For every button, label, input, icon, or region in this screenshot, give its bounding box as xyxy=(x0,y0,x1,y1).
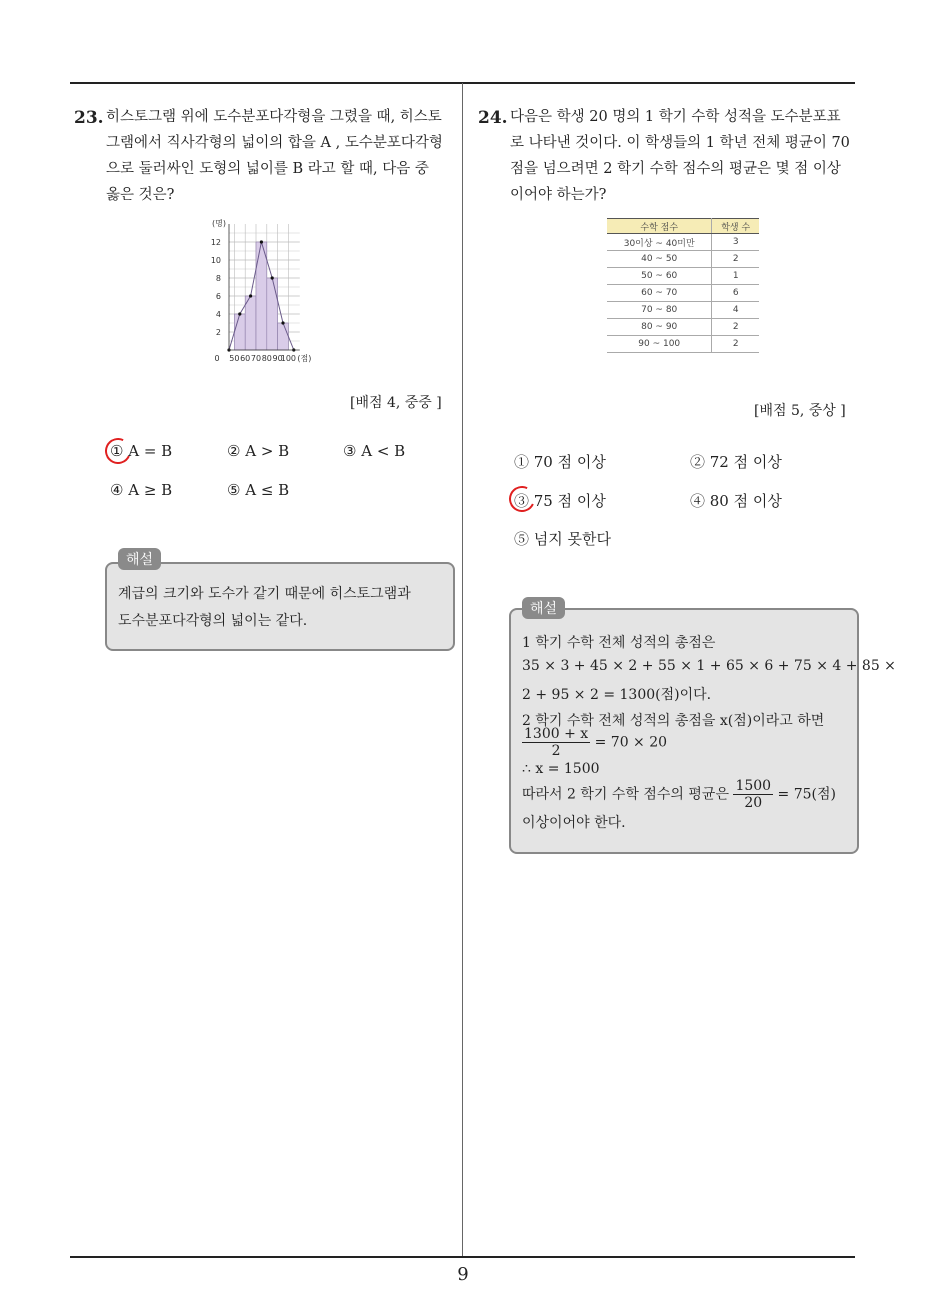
x-axis-unit: (점) xyxy=(297,354,312,363)
table-row xyxy=(607,319,759,336)
q23-choice-1[interactable]: ① A = B xyxy=(110,442,173,460)
q24-explanation-line: 35 × 3 + 45 × 2 + 55 × 1 + 65 × 6 + 75 × 4 + 85 × xyxy=(522,658,896,674)
table-cell: 40 ~ 50 xyxy=(607,251,712,268)
histogram-bar xyxy=(267,278,278,350)
q23-choice-2[interactable]: ② A > B xyxy=(227,442,290,460)
q24-explanation-line: 1 학기 수학 전체 성적의 총점은 xyxy=(522,635,716,651)
q23-line: 옳은 것은? xyxy=(106,187,175,203)
equation-rhs: = 70 × 20 xyxy=(594,734,668,751)
q24-question-text xyxy=(510,104,860,208)
equation-prefix: 따라서 2 학기 수학 점수의 평균은 xyxy=(522,786,729,803)
q24-explanation-tag: 해설 xyxy=(522,597,565,619)
histogram-bar xyxy=(245,296,256,350)
q24-line: 다음은 학생 20 명의 1 학기 수학 성적을 도수분포표 xyxy=(510,109,841,125)
q23-choice-3[interactable]: ③ A < B xyxy=(343,442,406,460)
q24-number: 24. xyxy=(478,108,508,128)
q24-equation-2 xyxy=(522,778,836,811)
page-number: 9 xyxy=(457,1264,469,1285)
table-cell: 90 ~ 100 xyxy=(607,336,712,353)
y-tick-label: 12 xyxy=(210,238,221,247)
table-cell: 70 ~ 80 xyxy=(607,302,712,319)
x-tick-label: 60 xyxy=(240,354,251,363)
table-row xyxy=(607,336,759,353)
table-cell: 2 xyxy=(712,336,759,353)
x-tick-label: 70 xyxy=(250,354,262,363)
table-cell: 1 xyxy=(712,268,759,285)
table-cell: 80 ~ 90 xyxy=(607,319,712,336)
fraction xyxy=(733,778,773,811)
polygon-point xyxy=(260,240,263,243)
q24-choice-3[interactable]: ③ 75 점 이상 xyxy=(514,492,606,510)
polygon-point xyxy=(271,276,274,279)
polygon-point xyxy=(281,321,284,324)
y-tick-label: 6 xyxy=(215,292,221,301)
table-row xyxy=(607,285,759,302)
q23-histogram xyxy=(196,216,376,366)
table-cell: 30이상 ~ 40미만 xyxy=(607,234,712,251)
table-header: 수학 점수 xyxy=(607,219,712,234)
q23-explanation-box xyxy=(105,562,455,651)
y-tick-label: 8 xyxy=(215,274,221,283)
q24-choice-4[interactable]: ④ 80 점 이상 xyxy=(690,492,782,510)
q24-explanation-line: 2 + 95 × 2 = 1300(점)이다. xyxy=(522,687,712,703)
histogram-bar xyxy=(278,323,289,350)
table-cell: 3 xyxy=(712,234,759,251)
x-tick-label: 90 xyxy=(272,354,283,363)
q24-explanation-line: 이상이어야 한다. xyxy=(522,815,626,831)
q23-score: [배점 4, 중중 ] xyxy=(350,395,442,411)
polygon-point xyxy=(238,312,241,315)
q24-score: [배점 5, 중상 ] xyxy=(754,403,846,419)
table-cell: 6 xyxy=(712,285,759,302)
fraction xyxy=(522,726,590,759)
q23-explanation-line: 계급의 크기와 도수가 같기 때문에 히스토그램과 xyxy=(118,586,411,602)
q24-line: 로 나타낸 것이다. 이 학생들의 1 학년 전체 평균이 70 xyxy=(510,135,850,151)
q24-frequency-table xyxy=(607,218,759,353)
table-row xyxy=(607,234,759,251)
q24-line: 점을 넘으려면 2 학기 수학 점수의 평균은 몇 점 이상 xyxy=(510,161,841,177)
x-tick-label: 80 xyxy=(261,354,272,363)
q24-choice-1[interactable]: ① 70 점 이상 xyxy=(514,453,606,471)
fraction-denominator: 2 xyxy=(551,743,561,759)
equation-rhs: = 75(점) xyxy=(777,786,836,803)
bottom-rule xyxy=(70,1256,855,1258)
y-tick-label: 4 xyxy=(215,310,221,319)
column-divider xyxy=(462,83,463,1257)
q23-choice-4[interactable]: ④ A ≥ B xyxy=(110,481,173,499)
table-row xyxy=(607,268,759,285)
table-cell: 2 xyxy=(712,319,759,336)
y-axis-unit: (명) xyxy=(212,219,226,228)
table-cell: 2 xyxy=(712,251,759,268)
q23-line: 으로 둘러싸인 도형의 넓이를 B 라고 할 때, 다음 중 xyxy=(106,161,429,177)
table-row xyxy=(607,302,759,319)
table-cell: 4 xyxy=(712,302,759,319)
q24-choice-2[interactable]: ② 72 점 이상 xyxy=(690,453,782,471)
fraction-numerator: 1500 xyxy=(735,778,772,794)
table-header: 학생 수 xyxy=(712,219,759,234)
x-tick-label: 0 xyxy=(214,354,220,363)
histogram-bar xyxy=(256,242,267,350)
fraction-denominator: 20 xyxy=(744,795,763,811)
table-cell: 60 ~ 70 xyxy=(607,285,712,302)
q24-equation-1 xyxy=(522,726,667,759)
x-tick-label: 50 xyxy=(229,354,240,363)
q23-explanation-line: 도수분포다각형의 넓이는 같다. xyxy=(118,613,308,629)
q23-choice-5[interactable]: ⑤ A ≤ B xyxy=(227,481,290,499)
fraction-numerator: 1300 + x xyxy=(524,726,589,742)
q23-line: 히스토그램 위에 도수분포다각형을 그렸을 때, 히스토 xyxy=(106,109,442,125)
table-cell: 50 ~ 60 xyxy=(607,268,712,285)
table-row xyxy=(607,251,759,268)
histogram-bar xyxy=(234,314,245,350)
x-tick-label: 100 xyxy=(280,354,297,363)
y-tick-label: 2 xyxy=(215,328,221,337)
q23-number: 23. xyxy=(74,108,104,128)
y-tick-label: 10 xyxy=(210,256,221,265)
polygon-point xyxy=(249,294,252,297)
q24-line: 이어야 하는가? xyxy=(510,187,607,203)
q24-choice-5[interactable]: ⑤ 넘지 못한다 xyxy=(514,530,611,548)
q24-explanation-line: ∴ x = 1500 xyxy=(522,761,600,777)
q24-explanation-line: 2 학기 수학 전체 성적의 총점을 x(점)이라고 하면 xyxy=(522,713,825,729)
q23-line: 그램에서 직사각형의 넓이의 합을 A , 도수분포다각형 xyxy=(106,135,443,151)
q23-question-text xyxy=(106,104,456,208)
q23-explanation-tag: 해설 xyxy=(118,548,161,570)
